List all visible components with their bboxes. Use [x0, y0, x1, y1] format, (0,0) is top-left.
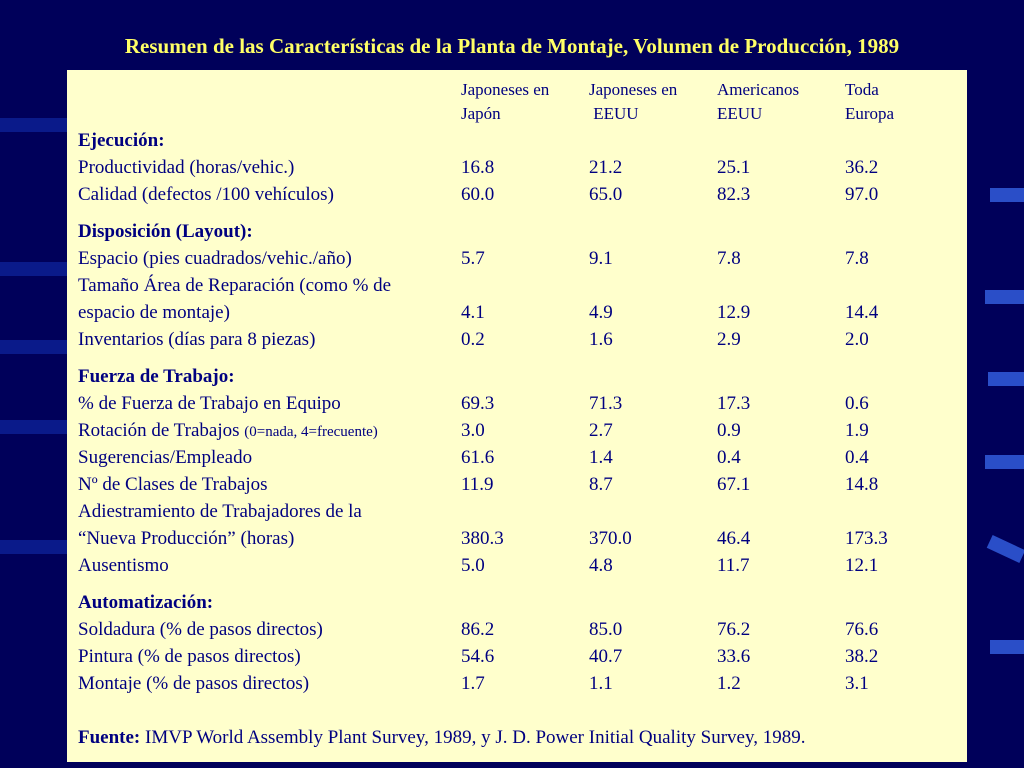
table-row — [67, 390, 967, 417]
table-row — [67, 444, 967, 471]
row-label: % de Fuerza de Trabajo en Equipo — [78, 393, 341, 414]
cell: 21.2 — [589, 157, 623, 178]
cell: 5.0 — [461, 555, 485, 576]
cell: 8.7 — [589, 474, 613, 495]
row-label: Rotación de Trabajos (0=nada, 4=frecuente) — [78, 420, 378, 441]
row-label: Soldadura (% de pasos directos) — [78, 619, 323, 640]
cell: 1.7 — [461, 673, 485, 694]
section-heading: Disposición (Layout): — [78, 221, 253, 242]
cell: 0.4 — [717, 447, 741, 468]
cell: 36.2 — [845, 157, 879, 178]
cell: 2.0 — [845, 329, 869, 350]
cell: 17.3 — [717, 393, 751, 414]
cell: 25.1 — [717, 157, 751, 178]
row-label: Pintura (% de pasos directos) — [78, 646, 301, 667]
decor-stripe — [0, 118, 67, 132]
cell: 69.3 — [461, 393, 495, 414]
cell: 370.0 — [589, 528, 632, 549]
decor-stripe — [0, 340, 67, 354]
decor-stripe — [990, 188, 1024, 202]
source-note — [78, 724, 805, 751]
cell: 61.6 — [461, 447, 495, 468]
cell: 0.9 — [717, 420, 741, 441]
row-label: Espacio (pies cuadrados/vehic./año) — [78, 248, 352, 269]
cell: 5.7 — [461, 248, 485, 269]
table-row — [67, 670, 967, 697]
cell: 76.2 — [717, 619, 751, 640]
decor-stripe — [987, 535, 1024, 563]
cell: 14.8 — [845, 474, 879, 495]
decor-stripe — [990, 640, 1024, 654]
page-title: Resumen de las Características de la Planta de Montaje, Volumen de Producción, 1989 — [124, 34, 900, 58]
table-row — [67, 552, 967, 579]
row-label: Adiestramiento de Trabajadores de la — [78, 501, 362, 522]
source-text: IMVP World Assembly Plant Survey, 1989, y J. D. Power Initial Quality Survey, 1989. — [140, 727, 806, 748]
data-table — [67, 70, 967, 762]
cell: 9.1 — [589, 248, 613, 269]
cell: 173.3 — [845, 528, 888, 549]
cell: 7.8 — [845, 248, 869, 269]
table-row — [67, 245, 967, 272]
decor-stripe — [0, 420, 67, 434]
column-header: Japoneses en Japón — [461, 80, 550, 123]
section-heading: Fuerza de Trabajo: — [78, 366, 235, 387]
cell: 12.1 — [845, 555, 879, 576]
table-row — [67, 181, 967, 208]
cell: 40.7 — [589, 646, 623, 667]
cell: 12.9 — [717, 302, 751, 323]
column-header: Americanos EEUU — [717, 80, 800, 123]
cell: 1.1 — [589, 673, 613, 694]
column-header-row — [67, 78, 967, 123]
cell: 380.3 — [461, 528, 504, 549]
decor-stripe — [0, 540, 67, 554]
cell: 2.7 — [589, 420, 613, 441]
cell: 11.7 — [717, 555, 750, 576]
cell: 16.8 — [461, 157, 495, 178]
row-label: Nº de Clases de Trabajos — [78, 474, 268, 495]
cell: 76.6 — [845, 619, 879, 640]
row-label: Productividad (horas/vehic.) — [78, 157, 295, 178]
cell: 46.4 — [717, 528, 751, 549]
row-label: Inventarios (días para 8 piezas) — [78, 329, 316, 350]
decor-stripe — [985, 290, 1024, 304]
cell: 54.6 — [461, 646, 495, 667]
cell: 65.0 — [589, 184, 623, 205]
cell: 0.4 — [845, 447, 869, 468]
cell: 60.0 — [461, 184, 495, 205]
row-label-continuation: espacio de montaje) — [78, 302, 230, 323]
cell: 1.4 — [589, 447, 613, 468]
cell: 0.6 — [845, 393, 869, 414]
table-row — [67, 154, 967, 181]
source-label: Fuente: — [78, 727, 141, 748]
cell: 85.0 — [589, 619, 623, 640]
cell: 0.2 — [461, 329, 485, 350]
cell: 1.2 — [717, 673, 741, 694]
cell: 38.2 — [845, 646, 879, 667]
column-header: Japoneses en EEUU — [589, 80, 678, 123]
cell: 4.1 — [461, 302, 485, 323]
cell: 7.8 — [717, 248, 741, 269]
cell: 1.9 — [845, 420, 869, 441]
table-row — [67, 616, 967, 643]
section-heading: Ejecución: — [78, 130, 165, 151]
table-row — [67, 299, 967, 326]
row-label-continuation: “Nueva Producción” (horas) — [78, 528, 295, 549]
cell: 97.0 — [845, 184, 879, 205]
cell: 86.2 — [461, 619, 495, 640]
cell: 3.1 — [845, 673, 869, 694]
section-heading: Automatización: — [78, 592, 214, 613]
row-label: Calidad (defectos /100 vehículos) — [78, 184, 334, 205]
cell: 14.4 — [845, 302, 879, 323]
column-header: Toda Europa — [845, 80, 895, 123]
cell: 67.1 — [717, 474, 751, 495]
cell: 4.9 — [589, 302, 613, 323]
row-label: Tamaño Área de Reparación (como % de — [78, 275, 392, 296]
table-row-label-line — [67, 272, 967, 299]
table-row — [67, 326, 967, 353]
table-row — [67, 471, 967, 498]
row-label: Montaje (% de pasos directos) — [78, 673, 310, 694]
decor-stripe — [985, 455, 1024, 469]
cell: 3.0 — [461, 420, 485, 441]
table-row — [67, 417, 967, 444]
decor-stripe — [988, 372, 1024, 386]
cell: 4.8 — [589, 555, 613, 576]
cell: 33.6 — [717, 646, 751, 667]
row-label: Sugerencias/Empleado — [78, 447, 253, 468]
table-row-label-line — [67, 498, 967, 525]
row-label-note: (0=nada, 4=frecuente) — [244, 424, 378, 440]
cell: 2.9 — [717, 329, 741, 350]
cell: 11.9 — [461, 474, 494, 495]
cell: 71.3 — [589, 393, 623, 414]
decor-stripe — [0, 262, 67, 276]
cell: 1.6 — [589, 329, 613, 350]
table-row — [67, 525, 967, 552]
table-row — [67, 643, 967, 670]
cell: 82.3 — [717, 184, 751, 205]
row-label: Ausentismo — [78, 555, 169, 576]
